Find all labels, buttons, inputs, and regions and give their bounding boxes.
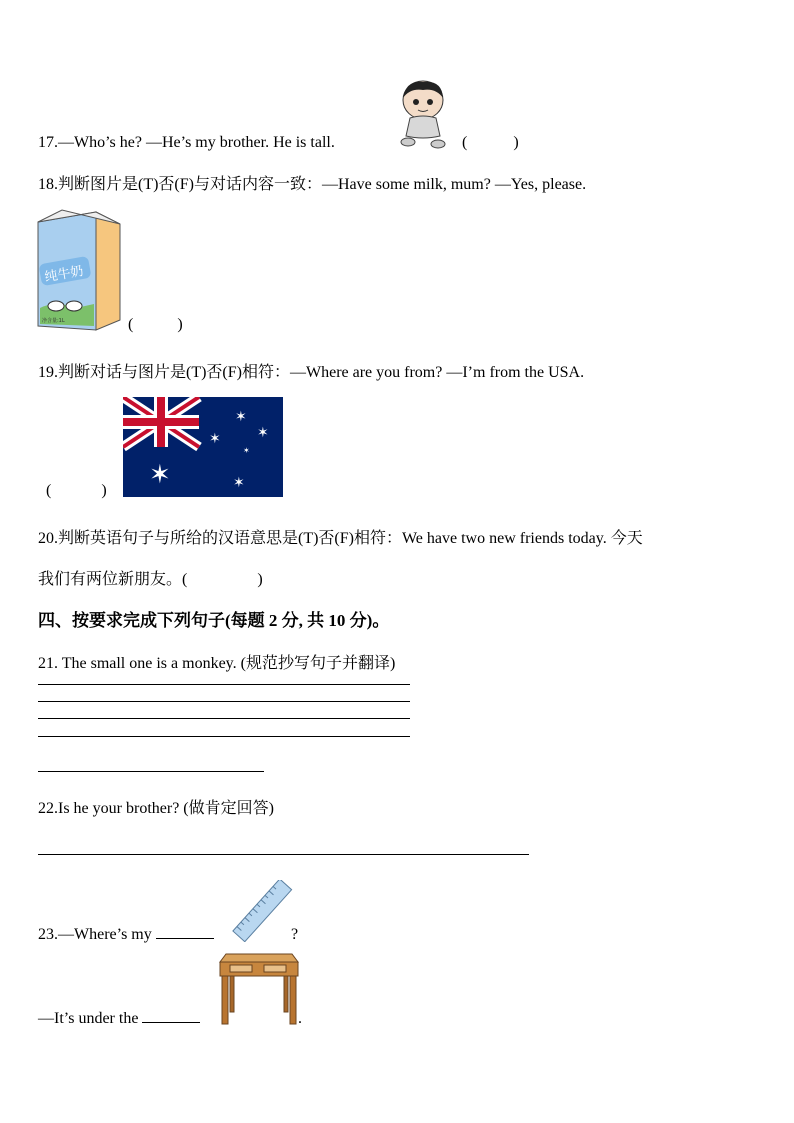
question-18 [38, 171, 586, 194]
question-22-text: 22.Is he your brother? (做肯定回答) [38, 800, 274, 817]
paren-close: ) [101, 482, 107, 499]
australia-flag-image [123, 397, 283, 497]
paren-close: ) [513, 134, 519, 151]
question-23-prefix-2: —It’s under the [38, 1010, 139, 1027]
question-21-text: 21. The small one is a monkey. (规范抄写句子并翻译) [38, 655, 396, 672]
question-19 [38, 359, 584, 382]
writing-line[interactable] [38, 718, 410, 719]
answer-blank-23a[interactable] [156, 938, 214, 939]
translation-line[interactable] [38, 771, 264, 772]
svg-text:✶: ✶ [235, 409, 247, 425]
paren-open: ( [46, 482, 52, 499]
writing-line[interactable] [38, 736, 410, 737]
question-23-period [298, 1010, 302, 1028]
question-20-line2 [38, 566, 263, 589]
question-18-text: 18.判断图片是(T)否(F)与对话内容一致：—Have some milk, mum? —Yes, please. [38, 176, 587, 193]
question-20-line1 [38, 525, 643, 548]
question-19-text: 19.判断对话与图片是(T)否(F)相符：—Where are you from? —I’m from the USA. [38, 364, 585, 381]
question-23-line2 [38, 1010, 200, 1028]
question-23-qmark [291, 926, 298, 944]
ruler-image [232, 880, 294, 942]
svg-text:✶: ✶ [257, 425, 269, 441]
answer-line-22[interactable] [38, 854, 529, 855]
period: . [298, 1010, 302, 1027]
question-20-text-2: 我们有两位新朋友。( [38, 571, 188, 588]
milk-box-label: 纯牛奶 [43, 263, 85, 286]
question-17-text: 17.—Who’s he? —He’s my brother. He is tall. [38, 134, 335, 151]
question-23-prefix-1: 23.—Where’s my [38, 926, 152, 943]
section-4-heading-text: 四、按要求完成下列句子(每题 2 分, 共 10 分)。 [38, 611, 390, 630]
commonwealth-star: ✶ [149, 460, 171, 490]
answer-blank-23b[interactable] [142, 1022, 200, 1023]
answer-paren-18 [128, 316, 183, 334]
question-mark: ? [291, 926, 299, 943]
answer-paren-19 [46, 482, 107, 500]
paren-close: ) [177, 316, 183, 333]
section-4-heading [38, 606, 389, 631]
answer-paren-17 [462, 134, 519, 152]
boy-icon [396, 80, 450, 150]
desk-image [218, 952, 300, 1026]
question-21 [38, 650, 395, 673]
milk-box-small-text: 净含量:1L [42, 318, 65, 324]
question-17 [38, 134, 335, 152]
milk-box-image [36, 208, 122, 332]
question-20-text-1: 20.判断英语句子与所给的汉语意思是(T)否(F)相符：We have two new friends today. 今天 [38, 530, 643, 547]
svg-text:✶: ✶ [233, 475, 245, 491]
writing-line[interactable] [38, 701, 410, 702]
paren-open: ( [128, 316, 134, 333]
paren-close: ) [257, 571, 263, 588]
question-22 [38, 795, 274, 818]
writing-line[interactable] [38, 684, 410, 685]
svg-text:✶: ✶ [209, 431, 221, 447]
paren-open: ( [462, 134, 468, 151]
question-23-line1 [38, 926, 214, 944]
svg-text:✶: ✶ [243, 446, 250, 455]
